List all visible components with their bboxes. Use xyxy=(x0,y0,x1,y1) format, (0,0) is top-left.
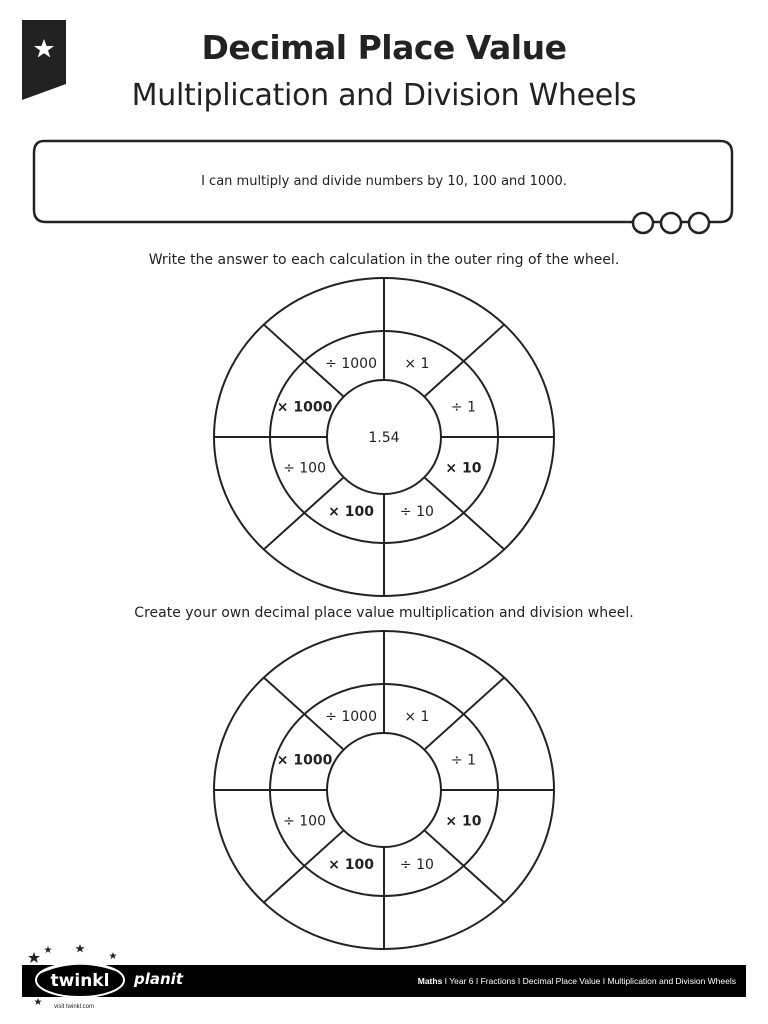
wheel-divider xyxy=(424,477,504,549)
operation-label: × 100 xyxy=(328,856,375,873)
instruction-text: Create your own decimal place value multiplication and division wheel. xyxy=(134,605,634,621)
breadcrumb xyxy=(418,976,736,986)
operation-label: × 10 xyxy=(445,460,482,477)
answer-slot[interactable] xyxy=(497,372,533,400)
center-value[interactable]: 1.54 xyxy=(368,430,400,446)
product-label: planit xyxy=(134,970,183,988)
wheel-divider xyxy=(424,830,504,902)
answer-slot[interactable] xyxy=(497,827,533,855)
operation-label: × 1 xyxy=(404,709,430,726)
answer-slot[interactable] xyxy=(420,898,456,926)
multiplication-wheel xyxy=(212,275,556,599)
operation-label: ÷ 100 xyxy=(283,813,326,830)
answer-slot[interactable] xyxy=(235,725,271,753)
operation-label: × 10 xyxy=(445,813,482,830)
operation-label: × 100 xyxy=(328,503,375,520)
answer-slot[interactable] xyxy=(235,474,271,502)
instruction-text: Write the answer to each calculation in the outer ring of the wheel. xyxy=(148,252,620,268)
learning-objective: I can multiply and divide numbers by 10, 100 and 1000. xyxy=(201,174,567,189)
wheel-divider xyxy=(424,325,504,397)
website-label: visit twinkl.com xyxy=(54,1004,95,1010)
answer-slot[interactable] xyxy=(235,827,271,855)
self-assessment-circle[interactable] xyxy=(689,213,709,233)
self-assessment-circle[interactable] xyxy=(633,213,653,233)
operation-label: ÷ 1 xyxy=(450,399,477,416)
answer-slot[interactable] xyxy=(420,545,456,573)
brand-label: twinkl xyxy=(50,971,110,991)
answer-slot[interactable] xyxy=(312,301,348,329)
blank-wheel xyxy=(212,628,556,952)
answer-slot[interactable] xyxy=(497,474,533,502)
operation-label: ÷ 10 xyxy=(399,503,434,520)
operation-label: ÷ 1000 xyxy=(325,356,377,373)
operation-label: ÷ 1 xyxy=(450,752,477,769)
operation-label: ÷ 100 xyxy=(283,460,326,477)
answer-slot[interactable] xyxy=(497,725,533,753)
self-assessment-circle[interactable] xyxy=(661,213,681,233)
operation-label: × 1000 xyxy=(276,399,333,416)
page-subtitle: Multiplication and Division Wheels xyxy=(131,78,637,113)
answer-slot[interactable] xyxy=(312,654,348,682)
page-title: Decimal Place Value xyxy=(201,28,567,67)
twinkl-logo xyxy=(28,942,138,1012)
answer-slot[interactable] xyxy=(420,654,456,682)
answer-slot[interactable] xyxy=(420,301,456,329)
answer-slot[interactable] xyxy=(312,545,348,573)
breadcrumb-subject: Maths xyxy=(417,976,443,986)
answer-slot[interactable] xyxy=(312,898,348,926)
operation-label: ÷ 10 xyxy=(399,856,434,873)
answer-slot[interactable] xyxy=(235,372,271,400)
wheel-divider xyxy=(424,678,504,750)
breadcrumb-path: I Year 6 I Fractions I Decimal Place Value I Multiplication and Division Wheels xyxy=(442,976,736,986)
operation-label: × 1000 xyxy=(276,752,333,769)
operation-label: ÷ 1000 xyxy=(325,709,377,726)
operation-label: × 1 xyxy=(404,356,430,373)
